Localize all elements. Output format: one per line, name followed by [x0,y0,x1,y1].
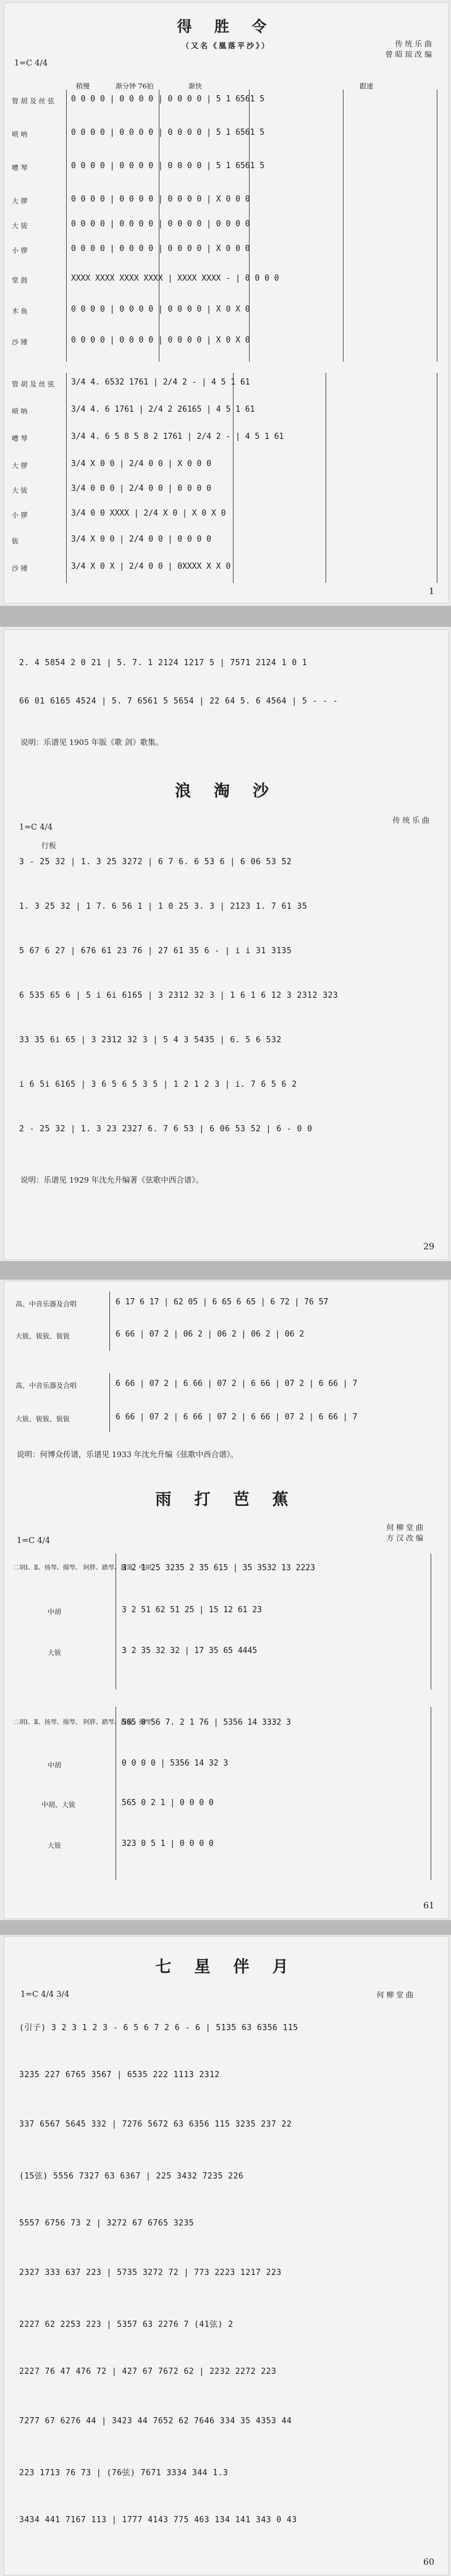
score-row: 2227 62 2253 223 | 5357 63 2276 7 (41弦) 2 [19,2320,234,2329]
upper-system-brace [109,1291,110,1351]
instrument-label: 大 钹 [12,222,28,230]
score-row: 7277 67 6276 44 | 3423 44 7652 62 7646 334 35 4353 44 [19,2417,292,2426]
page4-title: 七 星 伴 月 [155,1958,297,1976]
score-row: 33 35 6i 65 | 3 2312 32 3 | 5 4 3 5435 | 6. 5 6 532 [19,1035,282,1045]
score-row: 3 2 51 62 51 25 | 15 12 61 23 [122,1605,262,1615]
instrument-label: 沙 锤 [12,338,28,346]
instrument-label: 中胡 [48,1608,61,1616]
score-row: 0 0 0 0 | 0 0 0 0 | 0 0 0 0 | 5 1 6561 5 [71,95,265,104]
instrument-label: 二胡Ⅰ、Ⅱ、扬琴、揚琴、 阿胖、踏琴、洞箫、中胡 [13,1565,151,1571]
page2-note2: 说明：乐谱见 1929 年沈允升编著《弦歌中西合谱》。 [20,1175,204,1184]
score-page-4 [4,1936,449,2575]
instrument-label: 木 鱼 [12,307,28,315]
score-page-3 [4,1281,449,1919]
page1-source: 传 统 乐 曲 [395,40,432,48]
page3-note: 说明：何博众传谱，乐谱见 1933 年沈允升编《弦歌中西合谱》。 [17,1450,238,1459]
system1-barline-3 [343,90,344,362]
score-row: 3/4 0 0 XXXX | 2/4 X 0 | X 0 X 0 [71,509,226,518]
instrument-label: 小 锣 [12,511,28,519]
page-separator [0,606,451,627]
instrument-label: 中胡 [48,1761,61,1769]
instrument-label: 大钹、钹钹、钹钹 [15,1415,70,1423]
score-row: 1. 3 25 32 | 1 7. 6 56 1 | 1 0 25 3. 3 | 2123 1. 7 61 35 [19,902,308,911]
page-separator [0,1261,451,1280]
page2-tempo: 行板 [41,841,57,850]
page1-key: 1=C 4/4 [14,59,48,68]
page3-credits [387,1523,423,1544]
score-row: 3/4 4. 6 1761 | 2/4 2 26165 | 4 5 1 61 [71,405,255,414]
score-row: 2227 76 47 476 72 | 427 67 7672 62 | 2232 2272 223 [19,2367,277,2376]
tempo-mark-4: 跟速 [360,82,373,90]
score-row: 337 6567 5645 332 | 7276 5672 63 6356 115 3235 237 22 [19,2120,292,2129]
score-row: XXXX XXXX XXXX XXXX | XXXX XXXX - | 0 0 0 0 [71,274,279,283]
instrument-label: 二胡Ⅰ、Ⅱ、扬琴、揚琴、 阿胖、踏琴、洞箫、提琴 [13,1719,151,1726]
score-row: 3/4 4. 6532 1761 | 2/4 2 - | 4 5 1 61 [71,378,250,387]
system2-brace [66,373,67,583]
instrument-label: 管 胡 及 丝 弦 [12,380,54,388]
score-row: (15弦) 5556 7327 63 6367 | 225 3432 7235 226 [19,2172,244,2181]
score-row: 5 67 6 27 | 676 61 23 76 | 27 61 35 6 - | i i 31 3135 [19,946,292,956]
instrument-label: 唢 呐 [12,130,28,138]
instrument-label: 大钹 [48,1649,61,1657]
score-row: 3/4 X 0 0 | 2/4 0 0 | 0 0 0 0 [71,535,211,544]
score-row: 0 0 0 0 | 0 0 0 0 | 0 0 0 0 | X 0 X 0 [71,336,250,345]
tempo-mark-3: 渐快 [188,82,202,90]
tempo-mark-2: 渐分钟 76拍 [116,82,154,90]
instrument-label: 嘈 琴 [12,164,28,172]
score-row: 565 0 56 7. 2 1 76 | 5356 14 3332 3 [122,1718,291,1727]
score-row: i 6 5i 6165 | 3 6 5 6 5 3 5 | 1 2 1 2 3 | i. 7 6 5 6 2 [19,1080,297,1089]
score-row: (引子) 3 2 3 1 2 3 - 6 5 6 7 2 6 - 6 | 5135 63 6356 115 [19,2023,298,2033]
score-row: 3 - 25 32 | 1. 3 25 3272 | 6 7 6. 6 53 6 | 6 06 53 52 [19,857,292,867]
instrument-label: 沙 锤 [12,564,28,572]
instrument-label: 大钹 [48,1842,61,1850]
score-row: 3434 441 7167 113 | 1777 4143 775 463 134 141 343 0 43 [19,2515,297,2525]
instrument-label: 管 胡 及 丝 弦 [12,97,54,105]
instrument-label: 小 锣 [12,247,28,255]
score-row: 0 0 0 0 | 0 0 0 0 | 0 0 0 0 | X 0 0 0 [71,244,250,253]
instrument-label: 大钹、钹钹、钹钹 [15,1332,70,1340]
tempo-mark-1: 稍慢 [76,82,90,90]
score-row: 3/4 X 0 X | 2/4 0 0 | 0XXXX X X 0 [71,562,231,571]
instrument-label: 大 钹 [12,487,28,495]
score-row: 66 01 6165 4524 | 5. 7 6561 5 5654 | 22 64 5. 6 4564 | 5 - - - [19,697,339,706]
page2-source: 传 统 乐 曲 [392,816,429,825]
page3-key: 1=C 4/4 [17,1536,51,1545]
score-row: 6 66 | 07 2 | 06 2 | 06 2 | 06 2 | 06 2 [116,1330,305,1339]
score-row: 3/4 4. 6 5 8 5 8 2 1761 | 2/4 2 - | 4 5 1 61 [71,432,284,441]
instrument-label: 中胡、大钹 [41,1801,75,1809]
system2-barline-1 [233,373,234,583]
score-row: 565 0 2 1 | 0 0 0 0 [122,1798,214,1808]
page4-source: 何 柳 堂 曲 [376,1991,413,1999]
score-row: 323 0 5 1 | 0 0 0 0 [122,1839,214,1848]
instrument-label: 唢 呐 [12,407,28,415]
score-row: 3 2 35 32 32 | 17 35 65 4445 [122,1646,258,1656]
score-row: 223 1713 76 73 | (76弦) 7671 3334 344 1.3 [19,2468,229,2478]
instrument-label: 嘈 琴 [12,435,28,443]
score-row: 6 535 65 6 | 5 i 6i 6165 | 3 2312 32 3 | 1 6 1 6 12 3 2312 323 [19,991,339,1000]
lower-system-brace [109,1373,110,1432]
score-row: 0 0 0 0 | 0 0 0 0 | 0 0 0 0 | X 0 0 0 [71,195,250,204]
page2-number: 29 [423,1242,434,1252]
score-row: 0 0 0 0 | 0 0 0 0 | 0 0 0 0 | X 0 X 0 [71,305,250,314]
system1-brace [66,90,67,362]
page-separator [0,1920,451,1935]
instrument-label: 高、中音乐器及合唱 [15,1300,77,1308]
score-row: 3/4 X 0 0 | 2/4 0 0 | X 0 0 0 [71,459,211,469]
instrument-label: 高、中音乐器及合唱 [15,1382,77,1390]
page3-number: 61 [423,1901,434,1911]
score-row: 0 0 0 0 | 0 0 0 0 | 0 0 0 0 | 0 0 0 0 [71,219,250,229]
score-row: 6 66 | 07 2 | 6 66 | 07 2 | 6 66 | 07 2 | 6 66 | 7 [116,1413,358,1422]
score-row: 0 0 0 0 | 0 0 0 0 | 0 0 0 0 | 5 1 6561 5 [71,161,265,171]
instrument-label: 大 锣 [12,462,28,470]
instrument-label: 堂 鼓 [12,276,28,284]
score-page-1 [4,2,449,603]
page2-note1: 说明：乐谱见 1905 年版《歌 剑》歌集。 [20,738,164,747]
score-row: 5557 6756 73 2 | 3272 67 6765 3235 [19,2219,195,2228]
score-row: 6 66 | 07 2 | 6 66 | 07 2 | 6 66 | 07 2 | 6 66 | 7 [116,1379,358,1388]
page1-subtitle: （又名《凰落平沙》） [181,41,271,50]
page4-key: 1=C 4/4 3/4 [20,1990,70,1999]
instrument-label: 钹 [12,537,19,545]
score-row: 2. 4 5854 2 0 21 | 5. 7. 1 2124 1217 5 | 7571 2124 1 0 1 [19,658,308,668]
page4-number: 60 [423,2557,434,2567]
instrument-label: 大 锣 [12,197,28,205]
score-row: 2327 333 637 223 | 5735 3272 72 | 773 2223 1217 223 [19,2268,282,2277]
score-row: 3 2 1 25 3235 2 35 615 | 35 3532 13 2223 [122,1563,316,1573]
page1-credits [386,39,432,60]
page3-source: 何 柳 堂 曲 [386,1523,423,1532]
score-row: 6 17 6 17 | 62 05 | 6 65 6 65 | 6 72 | 76 57 [116,1298,329,1307]
page2-title: 浪 淘 沙 [174,782,278,801]
page3-arranger: 方 汉 改 编 [386,1534,423,1542]
page1-arranger: 曾 昭 琼 改 编 [385,50,432,59]
page1-number: 1 [429,587,434,597]
score-row: 0 0 0 0 | 0 0 0 0 | 0 0 0 0 | 5 1 6561 5 [71,128,265,137]
score-row: 0 0 0 0 | 5356 14 32 3 [122,1759,229,1768]
score-row: 3235 227 6765 3567 | 6535 222 1113 2312 [19,2070,220,2080]
page3-title: 雨 打 芭 蕉 [155,1490,297,1509]
score-row: 2 - 25 32 | 1. 3 23 2327 6. 7 6 53 | 6 06 53 52 | 6 - 0 0 [19,1124,313,1134]
page2-key: 1=C 4/4 [19,823,53,832]
score-row: 3/4 0 0 0 | 2/4 0 0 | 0 0 0 0 [71,484,211,493]
score-page-2 [4,629,449,1260]
page1-title: 得 胜 令 [177,17,276,35]
